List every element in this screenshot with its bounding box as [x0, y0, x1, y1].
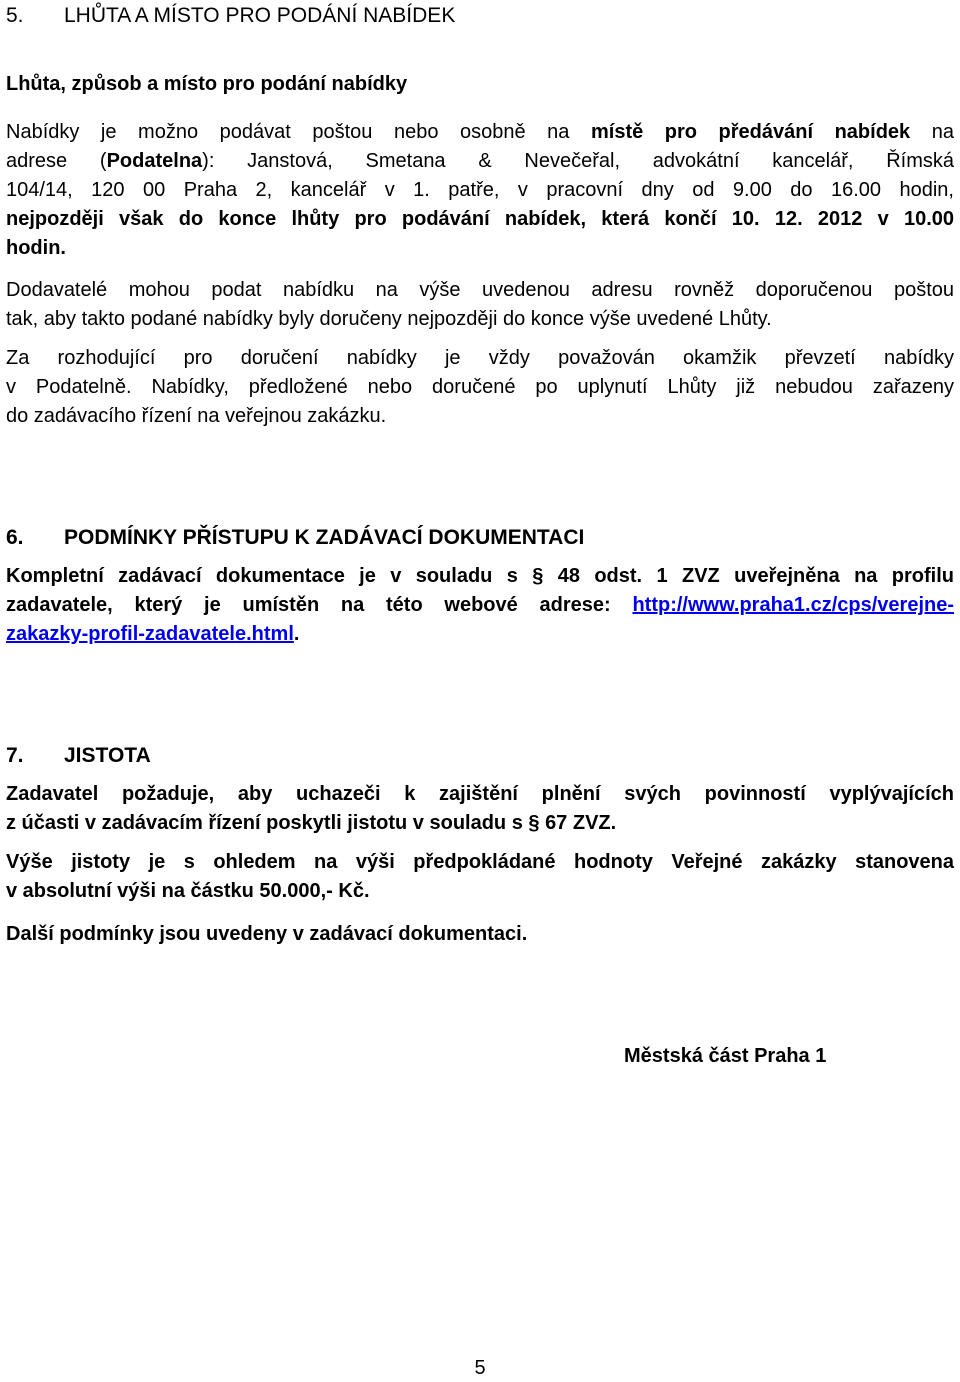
text-span-bold: místě pro předávání nabídek — [590, 121, 911, 143]
section-5-number: 5. — [6, 4, 24, 27]
signature: Městská část Praha 1 — [624, 1045, 827, 1067]
section-5-paragraph-1 — [6, 118, 954, 263]
text-span: . — [293, 623, 300, 645]
section-7-title: JISTOTA — [64, 744, 151, 767]
section-7-paragraph-1 — [6, 780, 954, 838]
profile-url-link[interactable]: http://www.praha1.cz/cps/verejne- — [632, 594, 954, 616]
section-5-paragraph-2 — [6, 276, 954, 334]
profile-url-link-continued[interactable]: zakazky-profil-zadavatele.html — [6, 623, 294, 645]
section-6-heading — [6, 526, 954, 550]
text-line-bold — [6, 591, 954, 620]
section-7-number: 7. — [6, 744, 24, 767]
text-span: ): Janstová, Smetana & Nevečeřal, advokátní kancelář, Římská — [202, 150, 954, 172]
text-span-bold: Podatelna — [106, 150, 203, 172]
text-line-bold: Zadavatel požaduje, aby uchazeči k zajištění plnění svých povinností vyplývajících — [6, 783, 954, 805]
text-line-bold — [6, 620, 954, 649]
text-line — [6, 118, 954, 147]
text-line-bold: z účasti v zadávacím řízení poskytli jistotu v souladu s § 67 ZVZ. — [6, 812, 617, 834]
text-line — [6, 147, 954, 176]
section-7-paragraph-3: Další podmínky jsou uvedeny v zadávací dokumentaci. — [6, 923, 528, 945]
text-line-bold: Výše jistoty je s ohledem na výši předpokládané hodnoty Veřejné zakázky stanovena — [6, 851, 954, 873]
text-line-bold: hodin. — [6, 237, 66, 259]
text-line-bold: Kompletní zadávací dokumentace je v souladu s § 48 odst. 1 ZVZ uveřejněna na profilu — [6, 565, 954, 587]
text-span: na — [910, 121, 954, 143]
section-5-heading — [6, 4, 954, 28]
section-7-heading — [6, 744, 954, 768]
text-line: v Podatelně. Nabídky, předložené nebo doručené po uplynutí Lhůty již nebudou zařazeny — [6, 376, 954, 398]
text-line-bold: nejpozději však do konce lhůty pro podávání nabídek, která končí 10. 12. 2012 v 10.00 — [6, 208, 954, 230]
text-line-bold: v absolutní výši na částku 50.000,- Kč. — [6, 880, 370, 902]
section-6-number: 6. — [6, 526, 24, 549]
text-line: do zadávacího řízení na veřejnou zakázku. — [6, 405, 387, 427]
text-span: zadavatele, který je umístěn na této webové adrese: — [6, 594, 633, 616]
text-line: tak, aby takto podané nabídky byly doručeny nejpozději do konce výše uvedené Lhůty. — [6, 308, 772, 330]
text-line: Za rozhodující pro doručení nabídky je vždy považován okamžik převzetí nabídky — [6, 347, 954, 369]
section-6-paragraph-1 — [6, 562, 954, 649]
text-span: Nabídky je možno podávat poštou nebo osobně na — [6, 121, 591, 143]
section-5-paragraph-3 — [6, 344, 954, 431]
text-line: 104/14, 120 00 Praha 2, kancelář v 1. patře, v pracovní dny od 9.00 do 16.00 hodin, — [6, 179, 954, 201]
text-line: Dodavatelé mohou podat nabídku na výše uvedenou adresu rovněž doporučenou poštou — [6, 279, 954, 301]
section-5-subheading: Lhůta, způsob a místo pro podání nabídky — [6, 73, 408, 95]
section-7-paragraph-2 — [6, 848, 954, 906]
page-number: 5 — [474, 1357, 486, 1379]
section-6-title: PODMÍNKY PŘÍSTUPU K ZADÁVACÍ DOKUMENTACI — [64, 526, 585, 549]
text-span: adrese ( — [6, 150, 107, 172]
section-5-title: LHŮTA A MÍSTO PRO PODÁNÍ NABÍDEK — [64, 4, 456, 27]
